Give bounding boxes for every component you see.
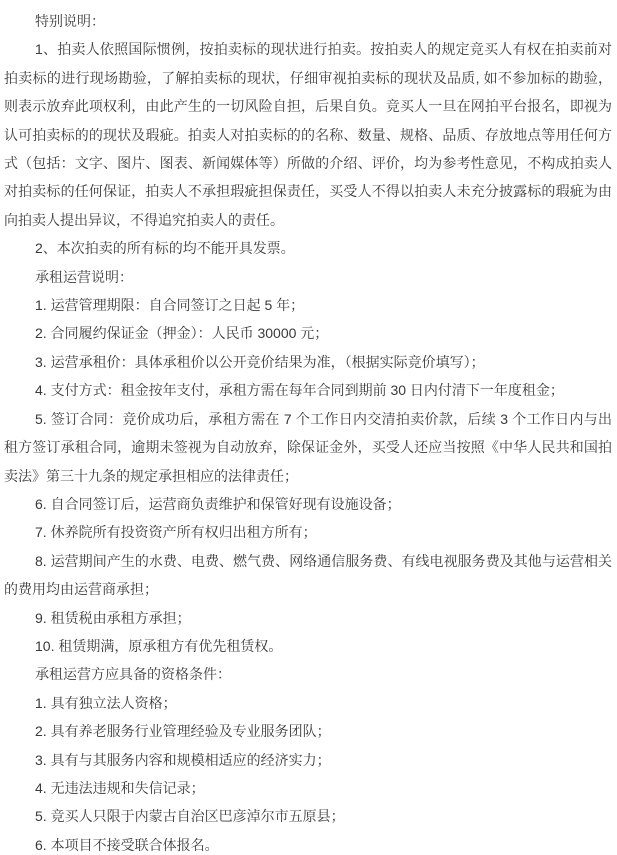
special-note-title: 特别说明： xyxy=(35,13,105,29)
qualification-item-2: 2. 具有养老服务行业管理经验及专业服务团队； xyxy=(35,723,331,740)
qualification-item-1: 1. 具有独立法人资格； xyxy=(35,694,177,711)
lease-item-4: 4. 支付方式：租金按年支付，承租方需在每年合同到期前 30 日内付清下一年度租金； xyxy=(35,382,564,399)
lease-item-6: 6. 自合同签订后，运营商负责维护和保管好现有设施设备； xyxy=(35,495,401,512)
lease-item-3: 3. 运营承租价：具体承租价以公开竞价结果为准，（根据实际竞价填写）； xyxy=(35,353,485,370)
lease-item-8: 8. 运营期间产生的水费、电费、燃气费、网络通信服务费、有线电视服务费及其他与运营相关的费用均由运营商承担； xyxy=(4,552,612,598)
qualification-item-3: 3. 具有与其服务内容和规模相适应的经济实力； xyxy=(35,751,331,768)
lease-section-title: 承租运营说明： xyxy=(35,268,133,285)
special-note-paragraph-2: 2、本次拍卖的所有标的均不能开具发票。 xyxy=(35,240,295,257)
lease-item-7: 7. 休养院所有投资资产所有权归出租方所有； xyxy=(35,524,317,541)
lease-item-2: 2. 合同履约保证金（押金）：人民币 30000 元； xyxy=(35,325,329,342)
qualification-section-title: 承租运营方应具备的资格条件： xyxy=(35,666,231,683)
lease-item-9: 9. 租赁税由承租方承担； xyxy=(35,609,191,626)
lease-item-1: 1. 运营管理期限：自合同签订之日起 5 年； xyxy=(35,297,305,314)
lease-item-10: 10. 租赁期满，原承租方有优先租赁权。 xyxy=(35,637,283,654)
qualification-item-5: 5. 竞买人只限于内蒙古自治区巴彦淖尔市五原县； xyxy=(35,808,345,825)
special-note-paragraph-1: 1、拍卖人依照国际惯例，按拍卖标的现状进行拍卖。按拍卖人的规定竞买人有权在拍卖前对拍卖标的进行现场勘验，了解拍卖标的现状，仔细审视拍卖标的现状及品质, 如不参加标的勘验，则表示放弃此项权利，由此产生的一切风险自担，后果自负。竞买人一旦在网拍平台报名，即视为认可拍卖标的的现状及瑕疵。拍卖人对拍卖标的的名称、数量、规格、品质、存放地点等用任何方式（包括：文字、图片、图表、新闻媒体等）所做的介绍、评价，均为参考性意见，不构成拍卖人对拍卖标的任何保证，拍卖人不承担瑕疵担保责任，买受人不得以拍卖人未充分披露标的瑕疵为由向拍卖人提出异议，不得追究拍卖人的责任。 xyxy=(4,41,612,228)
qualification-item-4: 4. 无违法违规和失信记录； xyxy=(35,779,205,796)
lease-item-5: 5. 签订合同：竞价成功后，承租方需在 7 个工作日内交清拍卖价款，后续 3 个工作日内与出租方签订承租合同，逾期未签视为自动放弃，除保证金外，买受人还应当按照《中华人民共和国拍卖法》第三十九条的规定承担相应的法律责任； xyxy=(4,410,612,484)
qualification-item-6: 6. 本项目不接受联合体报名。 xyxy=(35,836,219,853)
